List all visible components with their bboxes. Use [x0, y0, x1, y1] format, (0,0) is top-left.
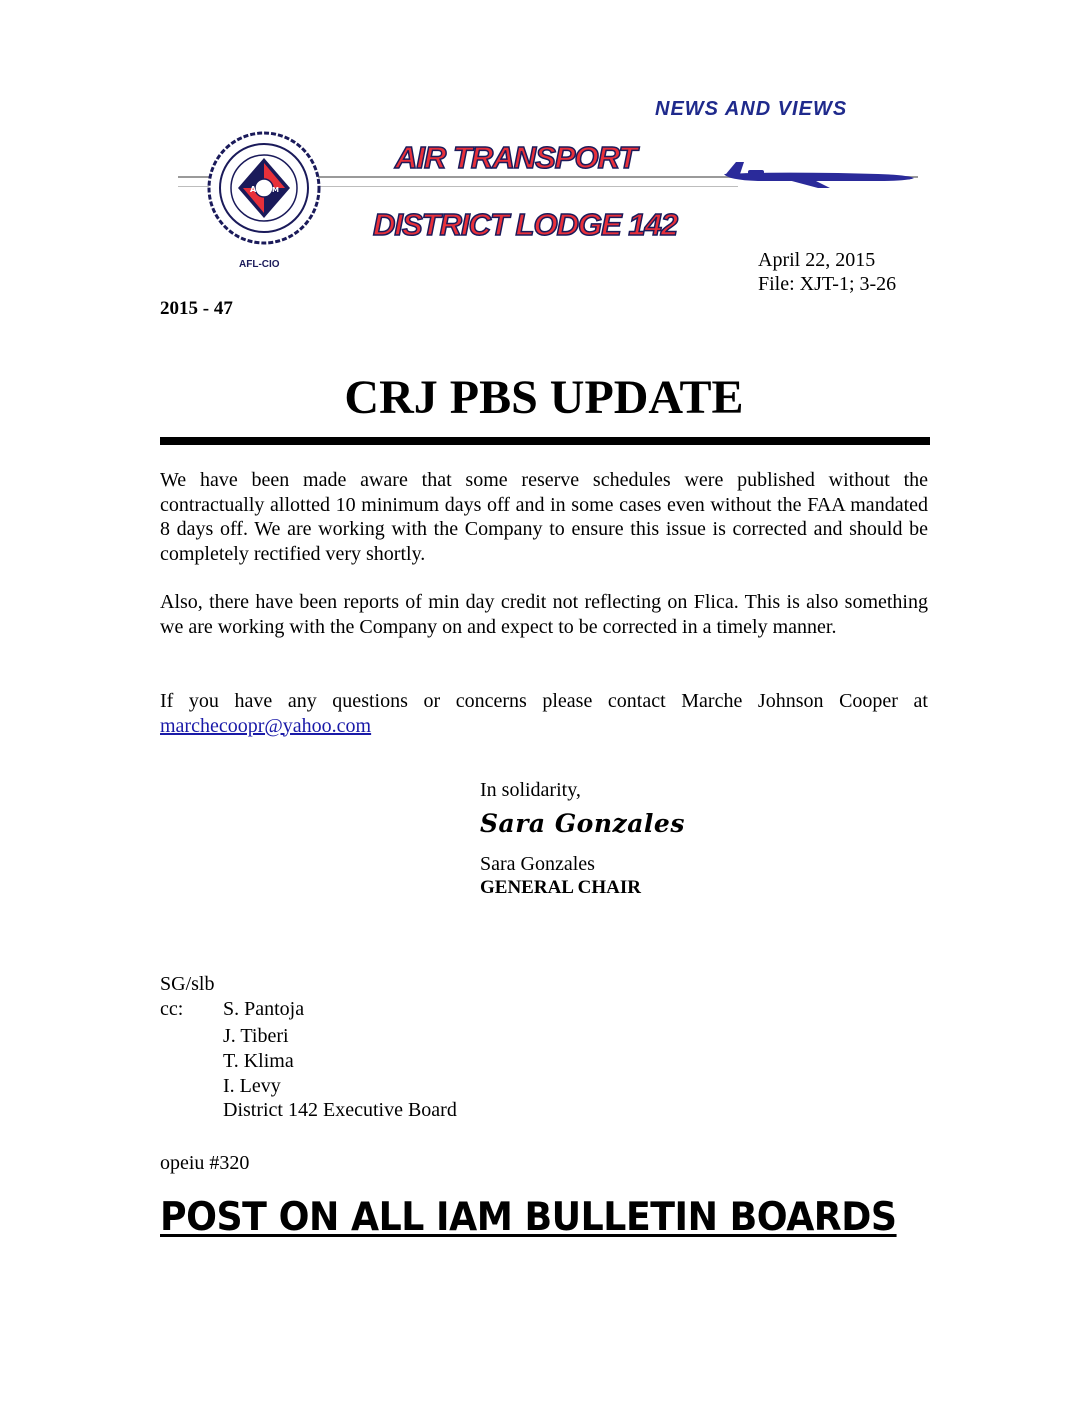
closing-salutation: In solidarity,: [480, 779, 581, 801]
title-divider: [160, 437, 930, 445]
typist-initials: SG/slb: [160, 973, 215, 995]
svg-text:A: A: [250, 185, 257, 194]
cc-list-item: S. Pantoja: [223, 998, 305, 1020]
union-mark: opeiu #320: [160, 1152, 250, 1174]
page-title: CRJ PBS UPDATE: [344, 371, 744, 424]
header-tagline: NEWS AND VIEWS: [655, 98, 848, 120]
body-paragraph-1: We have been made aware that some reserve schedules were published without the contractually allotted 10 minimum days off and in some cases even without the FAA mandated 8 days off. We are working with the Company to ensure this issue is corrected and should be completely rectified very shortly.: [160, 469, 928, 565]
cc-list-item: District 142 Executive Board: [223, 1099, 457, 1121]
posting-notice: POST ON ALL IAM BULLETIN BOARDS: [160, 1195, 897, 1240]
org-name-line-1: AIR TRANSPORT: [395, 140, 637, 175]
cc-list-item: I. Levy: [223, 1075, 281, 1097]
signature: Sara Gonzales: [480, 809, 685, 838]
airplane-icon: [718, 160, 918, 190]
signer-name: Sara Gonzales: [480, 853, 595, 875]
svg-text:M: M: [272, 186, 279, 194]
seal-caption: AFL-CIO: [239, 259, 280, 270]
signer-title: GENERAL CHAIR: [480, 877, 641, 898]
body-paragraph-2: Also, there have been reports of min day credit not reflecting on Flica. This is also something we are working with the Company on and expect to be corrected in a timely manner.: [160, 591, 928, 638]
bulletin-number: 2015 - 47: [160, 298, 233, 319]
cc-label: cc:: [160, 998, 184, 1020]
cc-list-item: T. Klima: [223, 1050, 294, 1072]
org-name-line-2: DISTRICT LODGE 142: [373, 207, 678, 242]
contact-email-link[interactable]: marchecoopr@yahoo.com: [160, 714, 372, 737]
cc-list-item: J. Tiberi: [223, 1025, 289, 1047]
file-reference: File: XJT-1; 3-26: [758, 273, 897, 295]
body-paragraph-3: [160, 689, 928, 738]
iam-seal-logo: [206, 130, 322, 256]
letter-date: April 22, 2015: [758, 249, 876, 271]
contact-sentence: If you have any questions or concerns please contact Marche Johnson Cooper at: [160, 690, 928, 712]
